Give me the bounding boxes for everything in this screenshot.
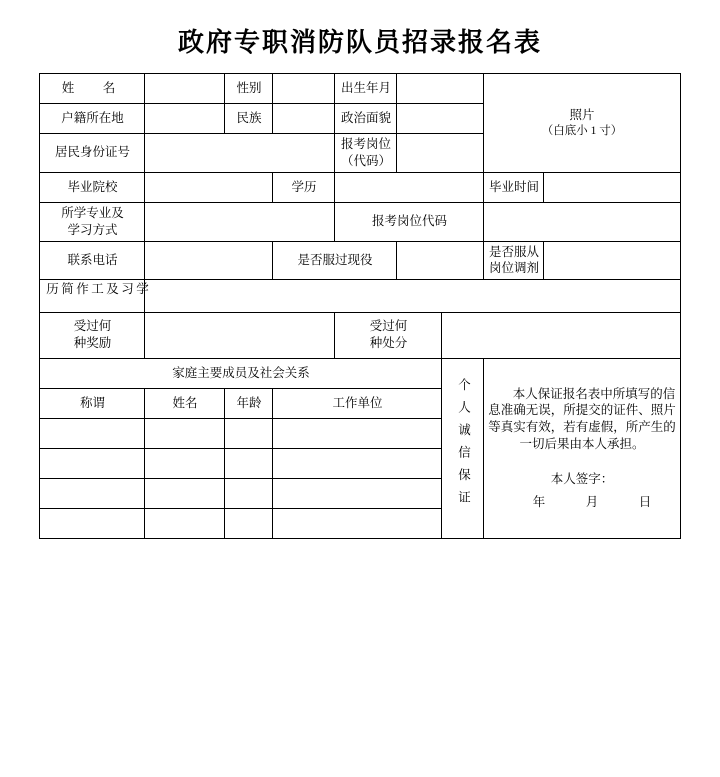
cell-member-name[interactable] [145,418,225,448]
column-header-work-unit: 工作单位 [273,388,442,418]
field-school[interactable] [145,172,273,202]
column-header-age: 年龄 [225,388,273,418]
field-post-code[interactable] [484,202,680,241]
label-gender: 性别 [225,74,273,104]
label-awards-line2: 种奖励 [73,336,112,351]
field-major[interactable] [145,202,335,241]
field-phone[interactable] [145,241,273,280]
pledge-text: 本人保证报名表中所填写的信息准确无误，所提交的证件、照片等真实有效，若有虚假，所产生的一切后果由本人承担。 [488,386,676,452]
registration-form-table [39,73,680,539]
label-adjust-line1: 是否服从 [488,244,539,259]
cell-relation[interactable] [40,418,145,448]
label-major-line1: 所学专业及 [61,205,124,220]
field-household[interactable] [145,104,225,134]
label-id-number: 居民身份证号 [40,134,145,173]
label-resume-text: 学习及工作简历 [44,282,149,305]
cell-work-unit[interactable] [273,448,442,478]
table-row-awards [40,312,680,358]
column-header-member-name: 姓名 [145,388,225,418]
family-section-header: 家庭主要成员及社会关系 [40,358,442,388]
table-row-school [40,172,680,202]
label-apply-post-line2: （代码） [340,153,391,168]
field-adjust[interactable] [544,241,680,280]
field-id-number[interactable] [145,134,335,173]
label-apply-post [335,134,397,173]
table-row-resume [40,280,680,312]
label-awards [40,312,145,358]
cell-work-unit[interactable] [273,508,442,538]
page-title: 政府专职消防队员招录报名表 [177,28,542,57]
label-punishment [335,312,442,358]
field-resume[interactable] [145,280,680,312]
cell-age[interactable] [225,448,273,478]
field-ethnicity[interactable] [273,104,335,134]
label-resume [40,280,149,312]
cell-age[interactable] [225,478,273,508]
cell-member-name[interactable] [145,478,225,508]
label-graduation-time: 毕业时间 [484,172,544,202]
label-punishment-line1: 受过何 [369,319,408,334]
label-education: 学历 [273,172,335,202]
table-row-name [40,74,680,104]
photo-label: 照片 [569,107,595,122]
label-post-code: 报考岗位代码 [335,202,484,241]
table-row-major [40,202,680,241]
cell-age[interactable] [225,418,273,448]
label-served: 是否服过现役 [273,241,397,280]
cell-relation[interactable] [40,478,145,508]
cell-work-unit[interactable] [273,478,442,508]
photo-note: （白底小 1 寸） [541,124,623,137]
label-household: 户籍所在地 [40,104,145,134]
cell-work-unit[interactable] [273,418,442,448]
label-birth: 出生年月 [335,74,397,104]
pledge-box[interactable] [484,358,680,538]
field-education[interactable] [335,172,484,202]
field-apply-post[interactable] [397,134,484,173]
field-punishment[interactable] [442,312,680,358]
pledge-date-line: 年 月 日 [532,494,666,509]
label-apply-post-line1: 报考岗位 [340,137,391,151]
cell-member-name[interactable] [145,508,225,538]
label-punishment-line2: 种处分 [369,336,408,351]
column-header-relation: 称谓 [40,388,145,418]
label-adjust-line2: 岗位调剂 [488,261,539,276]
table-row-family-header [40,358,680,388]
field-awards[interactable] [145,312,335,358]
photo-box[interactable] [484,74,680,173]
field-served[interactable] [397,241,484,280]
field-political[interactable] [397,104,484,134]
label-phone: 联系电话 [40,241,145,280]
pledge-signature-label: 本人签字： [550,472,614,486]
label-name: 姓 名 [40,74,145,104]
label-ethnicity: 民族 [225,104,273,134]
cell-relation[interactable] [40,448,145,478]
cell-relation[interactable] [40,508,145,538]
label-major-line2: 学习方式 [67,222,118,237]
label-integrity-text: 个人诚信保证 [456,378,471,514]
field-graduation-time[interactable] [544,172,680,202]
table-row-phone [40,241,680,280]
field-birth[interactable] [397,74,484,104]
label-awards-line1: 受过何 [73,319,112,334]
label-adjust [484,241,544,280]
field-gender[interactable] [273,74,335,104]
cell-member-name[interactable] [145,448,225,478]
label-integrity [442,358,484,538]
field-name[interactable] [145,74,225,104]
label-school: 毕业院校 [40,172,145,202]
form-page [0,22,720,777]
label-political: 政治面貌 [335,104,397,134]
label-major [40,202,145,241]
cell-age[interactable] [225,508,273,538]
